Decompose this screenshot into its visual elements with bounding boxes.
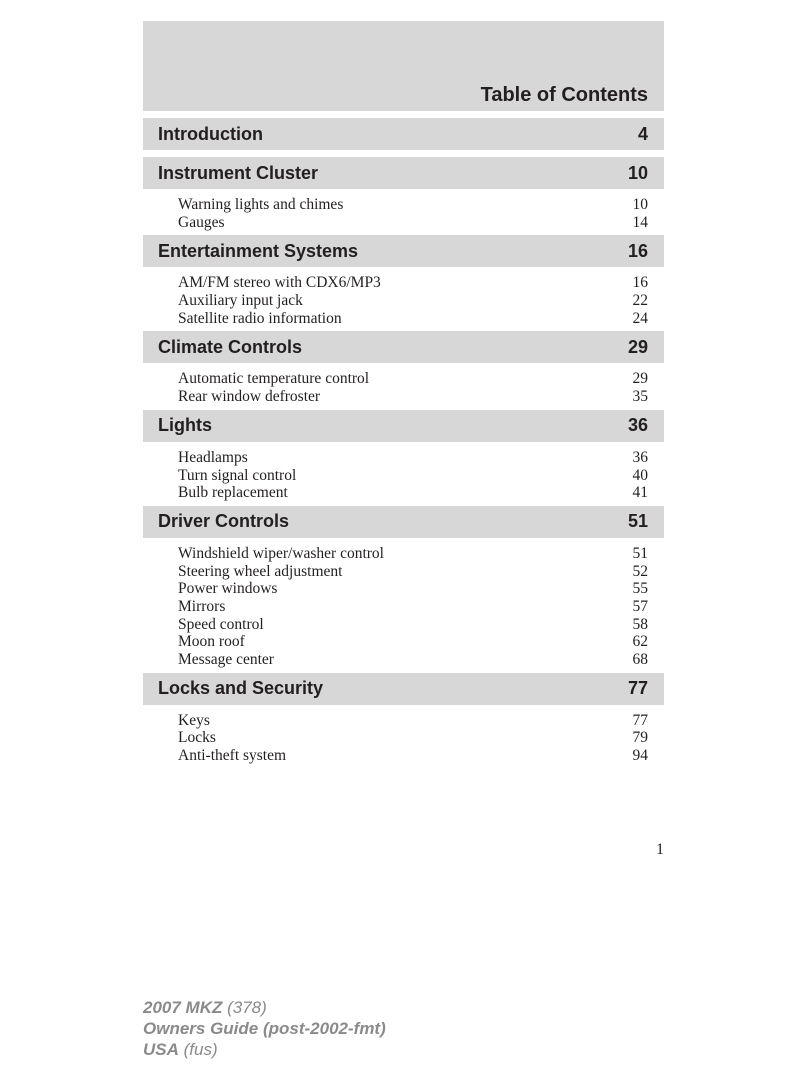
section-page: 10 (627, 162, 648, 183)
toc-sections (143, 118, 664, 765)
section-page: 29 (627, 336, 648, 357)
toc-entry[interactable] (143, 712, 664, 730)
toc-entry[interactable] (143, 545, 664, 563)
toc-entry[interactable] (143, 274, 664, 292)
section-page: 16 (627, 240, 648, 261)
entry-page: 68 (632, 651, 648, 668)
entry-page: 36 (632, 448, 648, 466)
entry-page: 79 (632, 729, 648, 747)
toc-entry[interactable] (143, 370, 664, 388)
entry-page: 22 (632, 292, 648, 310)
toc-entry[interactable] (143, 633, 664, 651)
section-title: Driver Controls (158, 511, 290, 532)
page-title: Table of Contents (480, 84, 648, 106)
section-heading[interactable] (143, 410, 664, 442)
entry-label: Satellite radio information (178, 309, 342, 327)
entry-page: 62 (632, 633, 648, 651)
entry-label: Warning lights and chimes (178, 196, 344, 213)
footer-line-1: 2007 MKZ (378) (143, 998, 267, 1017)
toc-entry[interactable] (143, 747, 664, 765)
toc-entry[interactable] (143, 580, 664, 598)
entry-page: 35 (632, 388, 648, 406)
section-page: 36 (627, 415, 648, 436)
toc-entry[interactable] (143, 310, 664, 328)
toc-entry[interactable] (143, 292, 664, 310)
entry-label: Mirrors (178, 597, 226, 615)
entry-page: 40 (632, 466, 648, 484)
footer-line-2: Owners Guide (post-2002-fmt) (143, 1019, 386, 1038)
toc-entry[interactable] (143, 616, 664, 634)
entry-page: 58 (632, 615, 648, 633)
entry-page: 10 (632, 196, 648, 213)
section-title: Locks and Security (158, 678, 324, 699)
entry-page: 51 (632, 544, 648, 562)
toc-entry[interactable] (143, 563, 664, 581)
section-heading[interactable] (143, 118, 664, 150)
section-title: Entertainment Systems (158, 240, 359, 261)
entry-page: 24 (632, 309, 648, 327)
entry-label: Message center (178, 651, 274, 668)
entry-label: Speed control (178, 615, 264, 633)
entry-label: Rear window defroster (178, 388, 321, 406)
entry-label: Gauges (178, 213, 225, 231)
entry-page: 14 (632, 213, 648, 231)
section-page: 51 (627, 511, 648, 532)
entry-label: Headlamps (178, 448, 248, 466)
section-page: 77 (627, 678, 648, 699)
entry-list (143, 370, 664, 405)
toc-entry[interactable] (143, 729, 664, 747)
section-heading[interactable] (143, 235, 664, 267)
entry-label: Automatic temperature control (178, 370, 370, 388)
entry-label: Keys (178, 711, 210, 729)
section-heading[interactable] (143, 673, 664, 705)
toc-page (143, 21, 664, 769)
entry-list (143, 545, 664, 669)
entry-list (143, 449, 664, 502)
section-page: 4 (637, 123, 648, 144)
toc-entry[interactable] (143, 449, 664, 467)
toc-entry[interactable] (143, 467, 664, 485)
section-title: Climate Controls (158, 336, 303, 357)
section-heading[interactable] (143, 157, 664, 189)
entry-label: Windshield wiper/washer control (178, 544, 384, 562)
entry-page: 29 (632, 370, 648, 388)
title-block (143, 21, 664, 111)
entry-page: 16 (632, 274, 648, 292)
page-number: 1 (656, 841, 664, 858)
entry-label: Power windows (178, 580, 278, 598)
entry-label: Moon roof (178, 633, 245, 651)
section-heading[interactable] (143, 506, 664, 538)
toc-entry[interactable] (143, 484, 664, 502)
entry-page: 94 (632, 747, 648, 765)
footer-line-3: USA (fus) (143, 1040, 218, 1059)
entry-label: AM/FM stereo with CDX6/MP3 (178, 274, 381, 292)
footer (143, 997, 386, 1060)
entry-page: 55 (632, 580, 648, 598)
toc-entry[interactable] (143, 214, 664, 232)
entry-page: 77 (632, 711, 648, 729)
toc-entry[interactable] (143, 388, 664, 406)
toc-entry[interactable] (143, 196, 664, 214)
entry-page: 52 (632, 562, 648, 580)
entry-label: Bulb replacement (178, 484, 288, 502)
entry-label: Steering wheel adjustment (178, 562, 343, 580)
section-heading[interactable] (143, 331, 664, 363)
entry-page: 41 (632, 484, 648, 502)
toc-entry[interactable] (143, 598, 664, 616)
entry-label: Turn signal control (178, 466, 297, 484)
section-title: Lights (158, 415, 212, 436)
section-title: Introduction (158, 123, 263, 144)
entry-list (143, 196, 664, 231)
entry-list (143, 274, 664, 327)
entry-label: Anti-theft system (178, 747, 287, 765)
entry-page: 57 (632, 597, 648, 615)
entry-label: Locks (178, 729, 216, 747)
entry-list (143, 712, 664, 765)
toc-entry[interactable] (143, 651, 664, 669)
section-title: Instrument Cluster (158, 162, 319, 183)
entry-label: Auxiliary input jack (178, 292, 303, 310)
